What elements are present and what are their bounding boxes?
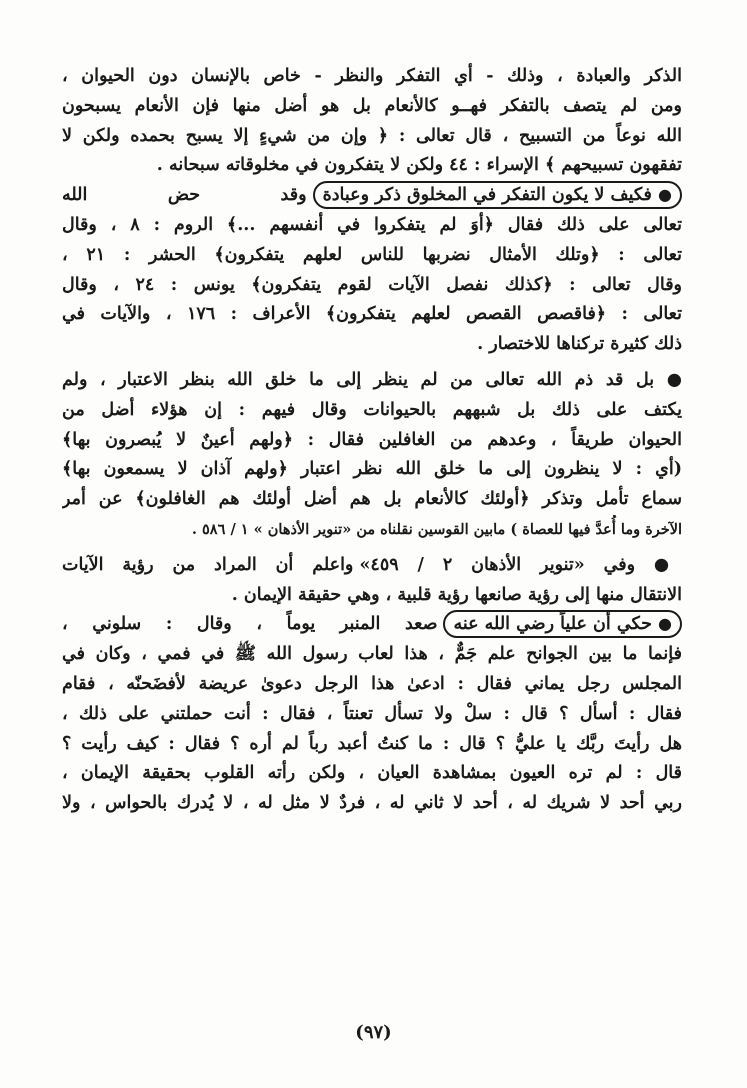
text-line: ● بل قد ذم الله تعالى من لم ينظر إلى ما خلق الله بنظر الاعتبار ، ولم xyxy=(62,369,682,390)
text-line: فقال : أسأل ؟ قال : سلْ ولا تسأل تعنتاً ، فقال : أنت حملتني على ذلك ، xyxy=(62,703,682,724)
heading-text: حكي أن علياً رضي الله عنه xyxy=(453,614,652,635)
text-line: ومن لم يتصف بالتفكر فهــو كالأنعام بل هو أضل منها فإن الأنعام يسبحون xyxy=(62,95,682,116)
text-line: تعالى على ذلك فقال ﴿أوَ لم يتفكروا في أنفسهم ...﴾ الروم : ٨ ، وقال xyxy=(62,214,682,235)
text-line: تعالى : ﴿فاقصص القصص لعلهم يتفكرون﴾ الأعراف : ١٧٦ ، والآيات في xyxy=(62,304,682,325)
text-line: الحيوان طريقاً ، وعدهم من الغافلين فقال : ﴿ولهم أعينٌ لا يُبصرون بها﴾ xyxy=(62,429,682,450)
text-line: وقال تعالى : ﴿كذلك نفصل الآيات لقوم يتفكرون﴾ يونس : ٢٤ ، وقال xyxy=(62,274,682,295)
text-line: الآخرة وما أُعدَّ فيها للعصاة ) مابين القوسين نقلناه من «تنوير الأذهان » ١ / ٥٨٦ . xyxy=(191,520,682,538)
text-line: سماع تأمل وتذكر ﴿أولئك كالأنعام بل هم أضل أولئك هم الغافلون﴾ عن أمر xyxy=(62,489,682,510)
page-number: (٩٧) xyxy=(355,1022,392,1043)
text-line: قال : لم تره العيون بمشاهدة العيان ، ولكن رأته القلوب بحقيقة الإيمان ، xyxy=(62,763,682,784)
heading-text: فكيف لا يكون التفكر في المخلوق ذكر وعبادة xyxy=(322,185,652,206)
text-line: المجلس رجل يماني فقال : ادعىٰ هذا الرجل دعوىٰ عريضة لأفضَحنّه ، فقام xyxy=(62,673,682,694)
text-fragment: صعد المنبر يوماً ، وقال : سلوني ، xyxy=(62,614,438,635)
bullet-icon: ● xyxy=(658,614,672,634)
text-line: الله نوعاً من التسبيح ، قال تعالى : ﴿ وإن من شيءٍ إلا يسبح بحمده ولكن لا xyxy=(62,125,682,146)
text-line: هل رأيتَ ربَّك يا عليُّ ؟ قال : ما كنتُ أعبد رباً لم أره ؟ فقال : كيف رأيت ؟ xyxy=(62,733,682,754)
text-line: الانتقال منها إلى رؤية صانعها رؤية قلبية ، وهي حقيقة الإيمان . xyxy=(231,584,682,605)
bullet-icon: ● xyxy=(658,185,672,205)
text-line: ● وفي «تنوير الأذهان ٢ / ٤٥٩» واعلم أن المراد من رؤية الآيات xyxy=(62,554,682,575)
boxed-heading xyxy=(313,181,682,209)
text-line: (أي : لا ينظرون إلى ما خلق الله نظر اعتبار ﴿ولهم آذان لا يسمعون بها﴾ xyxy=(62,459,682,480)
text-line: تعالى : ﴿وتلك الأمثال نضربها للناس لعلهم يتفكرون﴾ الحشر : ٢١ ، xyxy=(62,244,682,265)
section-heading-line xyxy=(62,181,682,211)
text-line: يكتف على ذلك بل شبههم بالحيوانات وقال فيهم : إن هؤلاء أضل من xyxy=(62,399,682,420)
text-line: ربي أحد لا شريك له ، أحد لا ثاني له ، فردٌ لا مثل له ، لا يُدرك بالحواس ، ولا xyxy=(62,793,682,814)
text-line: الذكر والعبادة ، وذلك - أي التفكر والنظر - خاص بالإنسان دون الحيوان ، xyxy=(62,66,682,86)
text-fragment: وقد حض الله xyxy=(62,185,307,206)
text-line: ذلك كثيرة تركناها للاختصار . xyxy=(477,334,682,355)
boxed-heading xyxy=(443,610,682,638)
body-text xyxy=(62,62,682,819)
text-line: فإنما ما بين الجوانح علم جَمٌّ ، هذا لعاب رسول الله ﷺ في فمي ، وكان في xyxy=(62,644,682,665)
text-line: تفقهون تسبيحهم ﴾ الإسراء : ٤٤ ولكن لا يتفكرون في مخلوقاته سبحانه . xyxy=(156,155,682,176)
section-heading-line xyxy=(62,610,682,640)
